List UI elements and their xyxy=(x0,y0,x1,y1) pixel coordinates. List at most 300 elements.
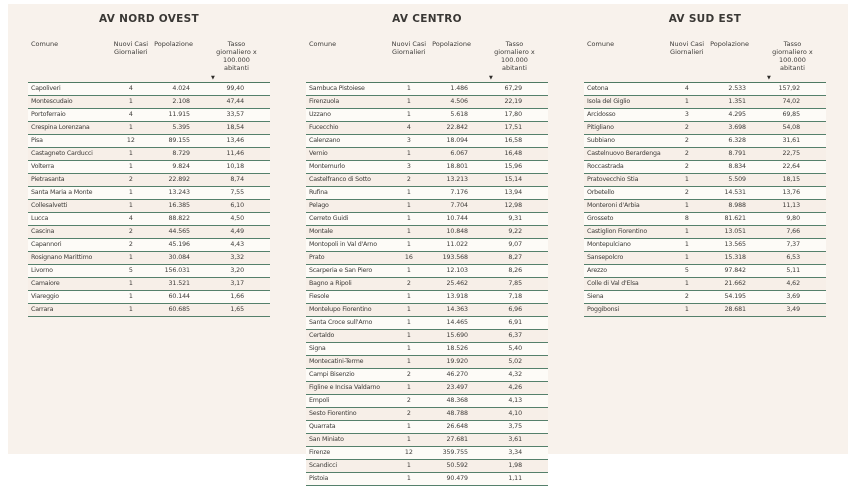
table-row[interactable] xyxy=(584,95,826,108)
cell-tasso: 47,44 xyxy=(226,97,244,105)
cell-comune: Camaiore xyxy=(31,279,60,287)
cell-tasso: 5,11 xyxy=(786,266,800,274)
cell-nuovi-casi: 16 xyxy=(404,253,413,261)
header-row xyxy=(306,41,548,82)
cell-nuovi-casi: 1 xyxy=(128,188,133,196)
cell-tasso: 13,76 xyxy=(782,188,800,196)
cell-nuovi-casi: 1 xyxy=(128,123,133,131)
cell-tasso: 9,80 xyxy=(786,214,800,222)
cell-tasso: 17,51 xyxy=(504,123,522,131)
table-row[interactable] xyxy=(306,277,548,290)
cell-nuovi-casi: 1 xyxy=(684,97,689,105)
column-header-popolazione: Popolazione xyxy=(432,40,471,48)
table-title: AV NORD OVEST xyxy=(99,13,199,25)
table-row[interactable] xyxy=(584,121,826,134)
cell-nuovi-casi: 2 xyxy=(128,240,133,248)
cell-comune: Livorno xyxy=(31,266,53,274)
cell-popolazione: 26.648 xyxy=(446,422,468,430)
cell-tasso: 18,54 xyxy=(226,123,244,131)
table-row[interactable] xyxy=(306,82,548,95)
cell-popolazione: 359.755 xyxy=(442,448,468,456)
table-row[interactable] xyxy=(306,121,548,134)
cell-nuovi-casi: 1 xyxy=(406,240,411,248)
cell-comune: Volterra xyxy=(31,162,55,170)
cell-comune: Capoliveri xyxy=(31,84,61,92)
column-header-tasso xyxy=(751,41,826,82)
cell-nuovi-casi: 2 xyxy=(406,175,411,183)
column-header-tasso-label: Tasso giornaliero x 100.000 abitanti xyxy=(494,40,535,72)
cell-nuovi-casi: 2 xyxy=(406,409,411,417)
table-row[interactable] xyxy=(306,264,548,277)
cell-nuovi-casi: 2 xyxy=(684,188,689,196)
cell-tasso: 1,65 xyxy=(230,305,244,313)
cell-comune: Rufina xyxy=(309,188,328,196)
cell-nuovi-casi: 2 xyxy=(684,123,689,131)
cell-tasso: 11,13 xyxy=(782,201,800,209)
cell-popolazione: 18.094 xyxy=(446,136,468,144)
cell-tasso: 3,69 xyxy=(786,292,800,300)
table-title: AV CENTRO xyxy=(392,13,462,25)
cell-tasso: 4,50 xyxy=(230,214,244,222)
cell-comune: Fucecchio xyxy=(309,123,339,131)
cell-comune: Isola del Giglio xyxy=(587,97,630,105)
cell-nuovi-casi: 1 xyxy=(406,201,411,209)
cell-popolazione: 11.022 xyxy=(446,240,468,248)
cell-comune: Castagneto Carducci xyxy=(31,149,93,157)
cell-comune: Roccastrada xyxy=(587,162,624,170)
cell-tasso: 74,02 xyxy=(782,97,800,105)
table-row[interactable] xyxy=(306,134,548,147)
cell-tasso: 13,94 xyxy=(504,188,522,196)
cell-popolazione: 18.801 xyxy=(446,162,468,170)
cell-popolazione: 4.024 xyxy=(172,84,190,92)
table-row[interactable] xyxy=(306,173,548,186)
cell-comune: Castiglion Fiorentino xyxy=(587,227,648,235)
table-row[interactable] xyxy=(306,225,548,238)
table-row[interactable] xyxy=(584,290,826,303)
table-row[interactable] xyxy=(584,160,826,173)
table-row[interactable] xyxy=(306,355,548,368)
cell-nuovi-casi: 1 xyxy=(406,84,411,92)
cell-tasso: 4,13 xyxy=(508,396,522,404)
table-row[interactable] xyxy=(584,225,826,238)
cell-nuovi-casi: 2 xyxy=(406,370,411,378)
cell-comune: Sesto Fiorentino xyxy=(309,409,357,417)
cell-tasso: 8,27 xyxy=(508,253,522,261)
cell-nuovi-casi: 1 xyxy=(128,279,133,287)
cell-comune: Lucca xyxy=(31,214,49,222)
cell-nuovi-casi: 5 xyxy=(128,266,133,274)
table-row[interactable] xyxy=(306,407,548,420)
cell-popolazione: 2.533 xyxy=(728,84,746,92)
cell-nuovi-casi: 2 xyxy=(128,175,133,183)
cell-comune: Capannori xyxy=(31,240,62,248)
cell-comune: Pitigliano xyxy=(587,123,614,131)
table-row[interactable] xyxy=(306,420,548,433)
cell-tasso: 3,17 xyxy=(230,279,244,287)
cell-nuovi-casi: 4 xyxy=(128,110,133,118)
table-row[interactable] xyxy=(584,186,826,199)
cell-tasso: 15,14 xyxy=(504,175,522,183)
cell-tasso: 15,96 xyxy=(504,162,522,170)
cell-nuovi-casi: 4 xyxy=(128,84,133,92)
cell-popolazione: 48.788 xyxy=(446,409,468,417)
column-header-popolazione: Popolazione xyxy=(710,40,749,48)
cell-comune: Firenze xyxy=(309,448,331,456)
cell-tasso: 1,98 xyxy=(508,461,522,469)
table-row[interactable] xyxy=(306,199,548,212)
cell-comune: Siena xyxy=(587,292,604,300)
cell-nuovi-casi: 1 xyxy=(684,175,689,183)
table-row[interactable] xyxy=(584,238,826,251)
cell-nuovi-casi: 2 xyxy=(684,149,689,157)
header-row xyxy=(28,41,270,82)
cell-comune: San Miniato xyxy=(309,435,344,443)
cell-comune: Quarrata xyxy=(309,422,336,430)
cell-comune: Pisa xyxy=(31,136,43,144)
cell-comune: Orbetello xyxy=(587,188,615,196)
cell-tasso: 3,34 xyxy=(508,448,522,456)
cell-comune: Montemurlo xyxy=(309,162,345,170)
cell-nuovi-casi: 4 xyxy=(406,123,411,131)
cell-tasso: 16,48 xyxy=(504,149,522,157)
cell-comune: Calenzano xyxy=(309,136,341,144)
cell-popolazione: 3.698 xyxy=(728,123,746,131)
table-row[interactable] xyxy=(584,173,826,186)
cell-nuovi-casi: 1 xyxy=(128,97,133,105)
cell-tasso: 69,85 xyxy=(782,110,800,118)
cell-comune: Sambuca Pistoiese xyxy=(309,84,365,92)
cell-comune: Cetona xyxy=(587,84,609,92)
table-row[interactable] xyxy=(306,342,548,355)
cell-nuovi-casi: 1 xyxy=(406,110,411,118)
table-row[interactable] xyxy=(306,433,548,446)
cell-comune: Rosignano Marittimo xyxy=(31,253,93,261)
cell-popolazione: 16.385 xyxy=(168,201,190,209)
table-row[interactable] xyxy=(28,303,270,316)
cell-popolazione: 14.531 xyxy=(724,188,746,196)
cell-tasso: 22,19 xyxy=(504,97,522,105)
cell-tasso: 8,26 xyxy=(508,266,522,274)
table-row[interactable] xyxy=(306,303,548,316)
table-row[interactable] xyxy=(306,238,548,251)
cell-comune: Scarperia e San Piero xyxy=(309,266,373,274)
table-row[interactable] xyxy=(306,212,548,225)
cell-popolazione: 22.892 xyxy=(168,175,190,183)
table-row[interactable] xyxy=(584,303,826,316)
table-row[interactable] xyxy=(28,238,270,251)
table-row[interactable] xyxy=(28,212,270,225)
table-row[interactable] xyxy=(306,108,548,121)
table-row[interactable] xyxy=(28,147,270,160)
cell-nuovi-casi: 1 xyxy=(406,318,411,326)
cell-comune: Castelnuovo Berardenga xyxy=(587,149,661,157)
data-table xyxy=(306,41,548,486)
cell-comune: Vernio xyxy=(309,149,328,157)
cell-tasso: 4,26 xyxy=(508,383,522,391)
table-row[interactable] xyxy=(306,381,548,394)
cell-comune: Montecatini-Terme xyxy=(309,357,364,365)
table-row[interactable] xyxy=(306,95,548,108)
cell-nuovi-casi: 1 xyxy=(406,188,411,196)
table-row[interactable] xyxy=(306,394,548,407)
cell-popolazione: 1.351 xyxy=(728,97,746,105)
cell-nuovi-casi: 1 xyxy=(406,266,411,274)
cell-popolazione: 6.067 xyxy=(450,149,468,157)
table-row[interactable] xyxy=(584,82,826,95)
cell-popolazione: 14.465 xyxy=(446,318,468,326)
cell-popolazione: 10.744 xyxy=(446,214,468,222)
table-title: AV SUD EST xyxy=(668,13,742,25)
table-row[interactable] xyxy=(306,186,548,199)
cell-comune: Figline e Incisa Valdarno xyxy=(309,383,380,391)
cell-tasso: 13,46 xyxy=(226,136,244,144)
table-row[interactable] xyxy=(306,368,548,381)
table-row[interactable] xyxy=(584,212,826,225)
cell-comune: Santa Croce sull'Arno xyxy=(309,318,373,326)
table-row[interactable] xyxy=(306,251,548,264)
table-row[interactable] xyxy=(584,134,826,147)
table-body xyxy=(28,82,270,316)
cell-tasso: 6,37 xyxy=(508,331,522,339)
cell-popolazione: 12.103 xyxy=(446,266,468,274)
cell-tasso: 7,18 xyxy=(508,292,522,300)
cell-popolazione: 6.328 xyxy=(728,136,746,144)
cell-popolazione: 1.486 xyxy=(450,84,468,92)
cell-popolazione: 48.368 xyxy=(446,396,468,404)
cell-popolazione: 60.144 xyxy=(168,292,190,300)
cell-comune: Fiesole xyxy=(309,292,330,300)
cell-tasso: 31,61 xyxy=(782,136,800,144)
cell-popolazione: 22.842 xyxy=(446,123,468,131)
table-body xyxy=(584,82,826,316)
column-header-tasso-label: Tasso giornaliero x 100.000 abitanti xyxy=(772,40,813,72)
cell-popolazione: 18.526 xyxy=(446,344,468,352)
cell-comune: Signa xyxy=(309,344,326,352)
cell-tasso: 1,11 xyxy=(508,474,522,482)
table-row[interactable] xyxy=(28,82,270,95)
dashboard-canvas xyxy=(8,4,848,482)
cell-tasso: 3,61 xyxy=(508,435,522,443)
table-row[interactable] xyxy=(28,264,270,277)
cell-nuovi-casi: 8 xyxy=(684,214,689,222)
sort-descending-icon[interactable]: ▼ xyxy=(766,74,771,81)
cell-tasso: 3,32 xyxy=(230,253,244,261)
cell-popolazione: 13.213 xyxy=(446,175,468,183)
table-row[interactable] xyxy=(306,459,548,472)
cell-popolazione: 8.834 xyxy=(728,162,746,170)
cell-comune: Bagno a Ripoli xyxy=(309,279,352,287)
data-table xyxy=(584,41,826,317)
cell-comune: Santa Maria a Monte xyxy=(31,188,93,196)
table-row[interactable] xyxy=(584,147,826,160)
table-row[interactable] xyxy=(28,186,270,199)
cell-nuovi-casi: 1 xyxy=(406,292,411,300)
cell-popolazione: 7.176 xyxy=(450,188,468,196)
cell-nuovi-casi: 1 xyxy=(406,461,411,469)
cell-nuovi-casi: 2 xyxy=(684,292,689,300)
cell-popolazione: 45.196 xyxy=(168,240,190,248)
cell-comune: Campi Bisenzio xyxy=(309,370,355,378)
cell-tasso: 3,49 xyxy=(786,305,800,313)
column-header-nuovi-casi: Nuovi Casi Giornalieri xyxy=(669,40,705,56)
sort-descending-icon[interactable]: ▼ xyxy=(488,74,493,81)
cell-popolazione: 15.690 xyxy=(446,331,468,339)
cell-comune: Grosseto xyxy=(587,214,614,222)
cell-nuovi-casi: 1 xyxy=(406,357,411,365)
cell-popolazione: 13.565 xyxy=(724,240,746,248)
table-row[interactable] xyxy=(584,108,826,121)
cell-nuovi-casi: 1 xyxy=(406,305,411,313)
table-row[interactable] xyxy=(306,316,548,329)
cell-tasso: 16,58 xyxy=(504,136,522,144)
cell-popolazione: 27.681 xyxy=(446,435,468,443)
cell-tasso: 3,75 xyxy=(508,422,522,430)
cell-comune: Firenzuola xyxy=(309,97,339,105)
table-row[interactable] xyxy=(28,121,270,134)
cell-tasso: 6,96 xyxy=(508,305,522,313)
cell-nuovi-casi: 1 xyxy=(128,149,133,157)
cell-comune: Uzzano xyxy=(309,110,331,118)
cell-popolazione: 156.031 xyxy=(164,266,190,274)
cell-popolazione: 50.592 xyxy=(446,461,468,469)
cell-popolazione: 4.506 xyxy=(450,97,468,105)
cell-popolazione: 97.842 xyxy=(724,266,746,274)
cell-nuovi-casi: 1 xyxy=(406,474,411,482)
cell-comune: Cascina xyxy=(31,227,55,235)
cell-nuovi-casi: 1 xyxy=(406,435,411,443)
cell-nuovi-casi: 1 xyxy=(406,227,411,235)
cell-nuovi-casi: 1 xyxy=(684,201,689,209)
cell-nuovi-casi: 3 xyxy=(684,110,689,118)
region-table-sud-est xyxy=(584,4,826,317)
cell-nuovi-casi: 5 xyxy=(684,266,689,274)
cell-nuovi-casi: 2 xyxy=(406,279,411,287)
cell-nuovi-casi: 1 xyxy=(128,162,133,170)
cell-nuovi-casi: 1 xyxy=(406,214,411,222)
cell-popolazione: 10.848 xyxy=(446,227,468,235)
cell-popolazione: 5.395 xyxy=(172,123,190,131)
table-row[interactable] xyxy=(28,160,270,173)
cell-tasso: 6,53 xyxy=(786,253,800,261)
table-row[interactable] xyxy=(28,225,270,238)
table-body xyxy=(306,82,548,485)
cell-nuovi-casi: 1 xyxy=(406,422,411,430)
cell-nuovi-casi: 2 xyxy=(406,396,411,404)
cell-tasso: 7,37 xyxy=(786,240,800,248)
table-row[interactable] xyxy=(28,95,270,108)
cell-nuovi-casi: 1 xyxy=(128,305,133,313)
cell-popolazione: 25.462 xyxy=(446,279,468,287)
column-header-comune: Comune xyxy=(309,40,337,48)
cell-tasso: 7,55 xyxy=(230,188,244,196)
cell-popolazione: 8.729 xyxy=(172,149,190,157)
table-row[interactable] xyxy=(306,290,548,303)
cell-comune: Portoferraio xyxy=(31,110,66,118)
cell-nuovi-casi: 1 xyxy=(406,149,411,157)
table-row[interactable] xyxy=(306,329,548,342)
cell-tasso: 4,10 xyxy=(508,409,522,417)
dashboard xyxy=(8,4,848,486)
table-row[interactable] xyxy=(306,147,548,160)
cell-nuovi-casi: 1 xyxy=(684,305,689,313)
cell-nuovi-casi: 1 xyxy=(684,240,689,248)
region-table-nord-ovest xyxy=(28,4,270,317)
cell-tasso: 5,02 xyxy=(508,357,522,365)
cell-nuovi-casi: 12 xyxy=(404,448,413,456)
cell-comune: Colle di Val d'Elsa xyxy=(587,279,639,287)
cell-popolazione: 31.521 xyxy=(168,279,190,287)
cell-nuovi-casi: 1 xyxy=(406,383,411,391)
table-row[interactable] xyxy=(584,199,826,212)
header-row xyxy=(584,41,826,82)
column-header-tasso xyxy=(195,41,270,82)
cell-nuovi-casi: 1 xyxy=(128,253,133,261)
cell-comune: Pistoia xyxy=(309,474,329,482)
table-row[interactable] xyxy=(28,134,270,147)
cell-nuovi-casi: 4 xyxy=(684,84,689,92)
cell-popolazione: 28.681 xyxy=(724,305,746,313)
cell-comune: Subbiano xyxy=(587,136,615,144)
table-row[interactable] xyxy=(28,251,270,264)
table-row[interactable] xyxy=(306,160,548,173)
cell-tasso: 4,62 xyxy=(786,279,800,287)
table-row[interactable] xyxy=(28,108,270,121)
cell-comune: Certaldo xyxy=(309,331,335,339)
data-table xyxy=(28,41,270,317)
cell-comune: Montepulciano xyxy=(587,240,631,248)
cell-comune: Viareggio xyxy=(31,292,59,300)
cell-tasso: 99,40 xyxy=(226,84,244,92)
cell-tasso: 8,74 xyxy=(230,175,244,183)
table-row[interactable] xyxy=(28,290,270,303)
cell-popolazione: 23.497 xyxy=(446,383,468,391)
table-row[interactable] xyxy=(306,446,548,459)
cell-tasso: 9,07 xyxy=(508,240,522,248)
cell-comune: Monteroni d'Arbia xyxy=(587,201,640,209)
sort-descending-icon[interactable]: ▼ xyxy=(210,74,215,81)
cell-nuovi-casi: 4 xyxy=(128,214,133,222)
table-row[interactable] xyxy=(584,264,826,277)
cell-comune: Arezzo xyxy=(587,266,607,274)
cell-popolazione: 44.565 xyxy=(168,227,190,235)
table-row[interactable] xyxy=(584,251,826,264)
table-row[interactable] xyxy=(584,277,826,290)
cell-popolazione: 193.568 xyxy=(442,253,468,261)
cell-comune: Empoli xyxy=(309,396,330,404)
table-row[interactable] xyxy=(28,173,270,186)
cell-popolazione: 90.479 xyxy=(446,474,468,482)
cell-tasso: 4,43 xyxy=(230,240,244,248)
cell-tasso: 6,10 xyxy=(230,201,244,209)
cell-popolazione: 46.270 xyxy=(446,370,468,378)
cell-comune: Montale xyxy=(309,227,333,235)
table-row[interactable] xyxy=(306,472,548,485)
cell-tasso: 7,66 xyxy=(786,227,800,235)
cell-popolazione: 60.685 xyxy=(168,305,190,313)
cell-popolazione: 13.051 xyxy=(724,227,746,235)
cell-popolazione: 88.822 xyxy=(168,214,190,222)
cell-tasso: 17,80 xyxy=(504,110,522,118)
table-row[interactable] xyxy=(28,199,270,212)
cell-tasso: 4,49 xyxy=(230,227,244,235)
cell-popolazione: 7.704 xyxy=(450,201,468,209)
cell-comune: Crespina Lorenzana xyxy=(31,123,90,131)
cell-tasso: 9,22 xyxy=(508,227,522,235)
table-row[interactable] xyxy=(28,277,270,290)
cell-comune: Pratovecchio Stia xyxy=(587,175,639,183)
cell-popolazione: 2.108 xyxy=(172,97,190,105)
